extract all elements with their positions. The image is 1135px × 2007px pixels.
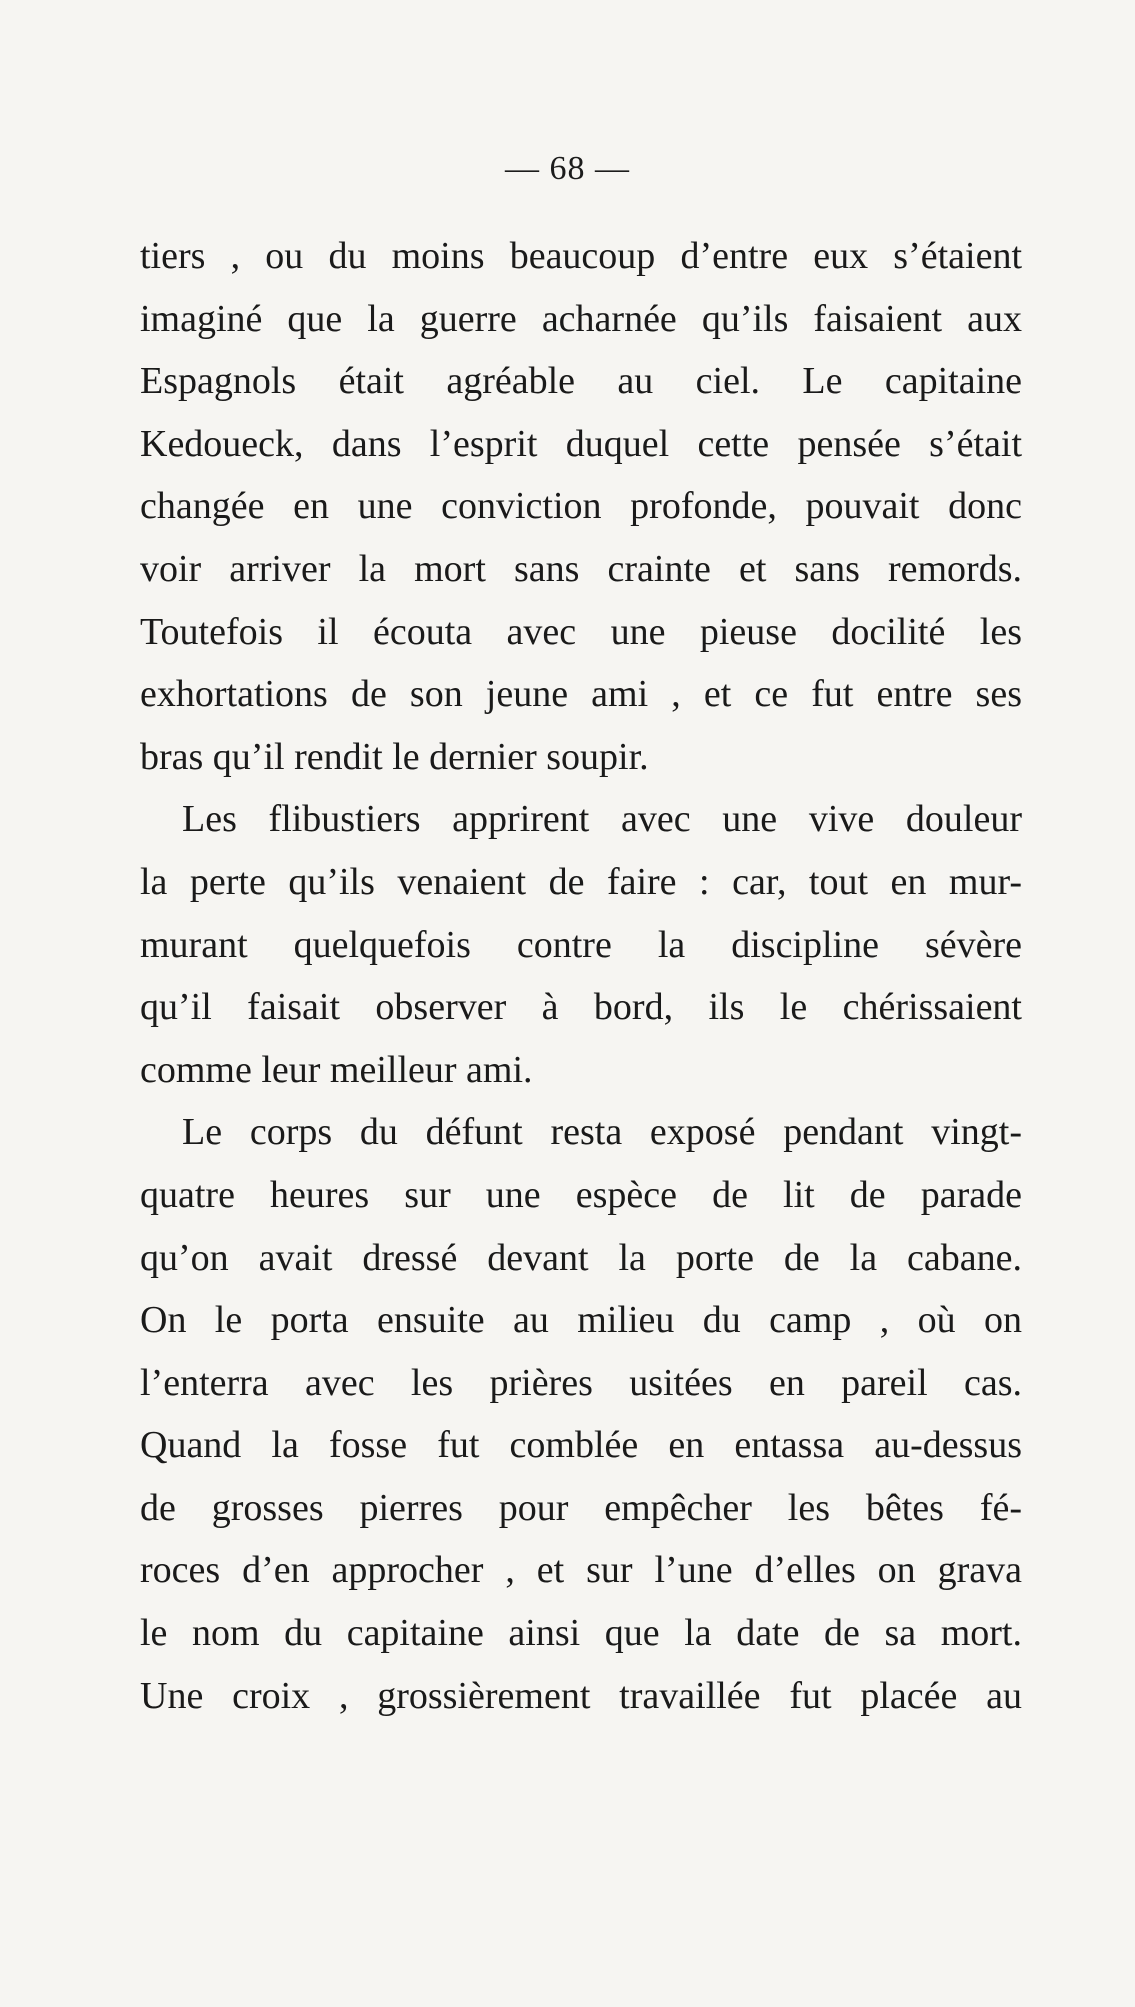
text-line: qu’on avait dressé devant la porte de la cabane. [140, 1236, 1022, 1279]
body-text [140, 225, 1022, 1727]
text-line: imaginé que la guerre acharnée qu’ils faisaient aux [140, 297, 1022, 340]
text-line: l’enterra avec les prières usitées en pareil cas. [140, 1361, 1022, 1404]
text-line: comme leur meilleur ami. [140, 1048, 533, 1091]
text-line: tiers , ou du moins beaucoup d’entre eux s’étaient [140, 235, 1022, 277]
text-line: voir arriver la mort sans crainte et sans remords. [140, 547, 1022, 590]
text-line: exhortations de son jeune ami , et ce fut entre ses [140, 673, 1022, 716]
text-line: Toutefois il écouta avec une pieuse docilité les [140, 610, 1022, 653]
text-line: la perte qu’ils venaient de faire : car, tout en mur- [140, 860, 1022, 903]
text-line: le nom du capitaine ainsi que la date de sa mort. [140, 1612, 1022, 1655]
page-number: — 68 — [505, 150, 630, 187]
text-line: roces d’en approcher , et sur l’une d’elles on grava [140, 1549, 1022, 1592]
text-line: murant quelquefois contre la discipline sévère [140, 923, 1022, 966]
text-line: quatre heures sur une espèce de lit de parade [140, 1173, 1022, 1216]
text-line: qu’il faisait observer à bord, ils le chérissaient [140, 986, 1022, 1029]
text-line: Le corps du défunt resta exposé pendant vingt- [182, 1111, 1022, 1154]
text-line: changée en une conviction profonde, pouvait donc [140, 485, 1022, 528]
text-line: de grosses pierres pour empêcher les bêtes fé- [140, 1486, 1022, 1529]
text-line: Une croix , grossièrement travaillée fut placée au [140, 1674, 1022, 1717]
text-line: Kedoueck, dans l’esprit duquel cette pensée s’était [140, 422, 1022, 465]
text-line: On le porta ensuite au milieu du camp , où on [140, 1299, 1022, 1342]
text-line: Espagnols était agréable au ciel. Le capitaine [140, 360, 1022, 403]
text-line: bras qu’il rendit le dernier soupir. [140, 735, 649, 778]
text-line: Quand la fosse fut comblée en entassa au-dessus [140, 1424, 1022, 1467]
text-line: Les flibustiers apprirent avec une vive douleur [182, 798, 1022, 841]
